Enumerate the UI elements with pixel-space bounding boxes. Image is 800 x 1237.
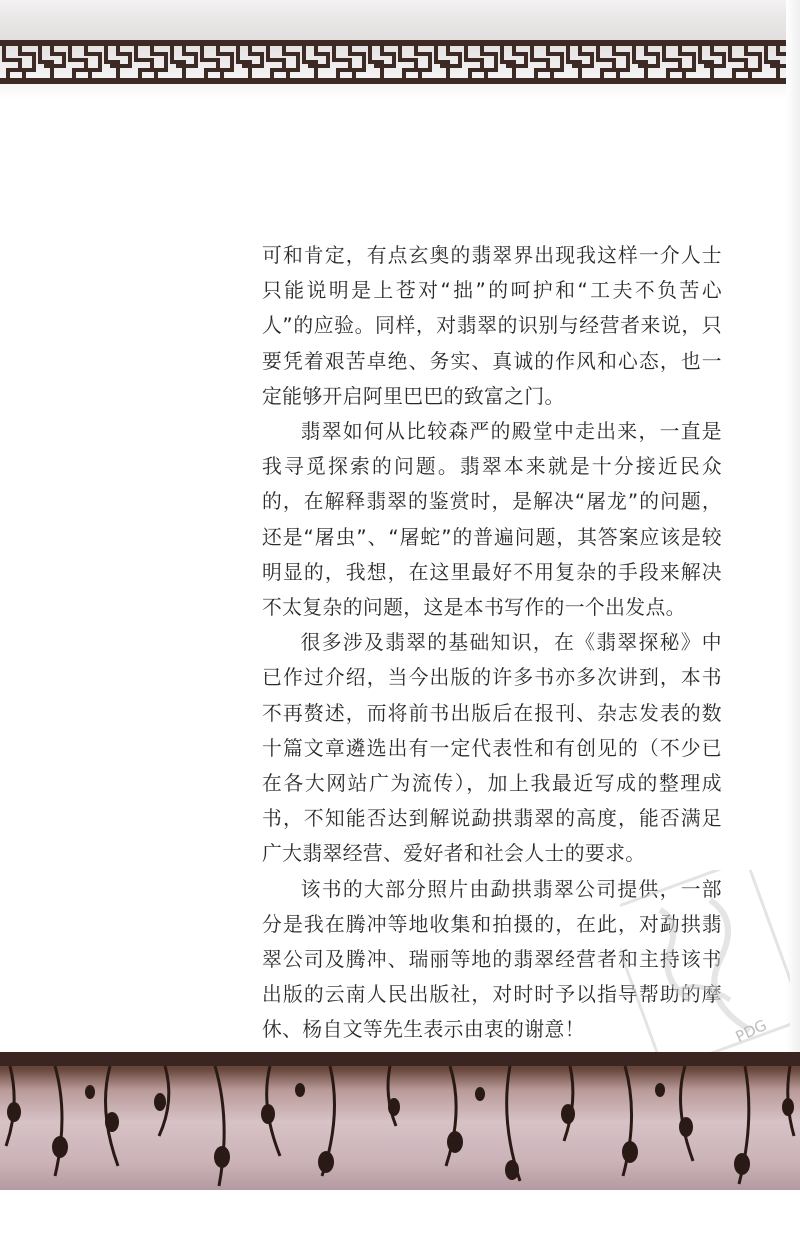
watermark-label: PDG [732,1016,770,1046]
lattice-pattern [0,40,800,90]
bottom-vine-decoration [0,1052,800,1190]
paragraph-4: 该书的大部分照片由勐拱翡翠公司提供，一部分是我在腾冲等地收集和拍摄的，在此，对勐拱翡翠公司及腾冲、瑞丽等地的翡翠经营者和主持该书出版的云南人民出版社，对时时予以指导帮助的摩休、杨自文等先生表示由衷的谢意！ [262,877,722,1042]
paragraph-1: 可和肯定，有点玄奥的翡翠界出现我这样一介人士只能说明是上苍对“拙”的呵护和“工夫不负苦心人”的应验。同样，对翡翠的识别与经营者来说，只要凭着艰苦卓绝、务实、真诚的作风和心态，也一定能够开启阿里巴巴的致富之门。 [262,244,722,408]
top-lattice-border [0,0,800,100]
vine-silhouette [0,1052,800,1190]
paragraph-2: 翡翠如何从比较森严的殿堂中走出来，一直是我寻觅探索的问题。翡翠本来就是十分接近民众的，在解释翡翠的鉴赏时，是解决“屠龙”的问题，还是“屠虫”、“屠蛇”的普遍问题，其答案应该是较明显的，我想，在这里最好不用复杂的手段来解决不太复杂的问题，这是本书写作的一个出发点。 [262,420,722,620]
bottom-margin [0,1190,800,1237]
paragraph-3: 很多涉及翡翠的基础知识，在《翡翠探秘》中已作过介绍，当今出版的许多书亦多次讲到，本书不再赘述，而将前书出版后在报刊、杂志发表的数十篇文章遴选出有一定代表性和有创见的（不少已在各大网站广为流传），加上我最近写成的整理成书，不知能否达到解说勐拱翡翠的高度，能否满足广大翡翠经营、爱好者和社会人士的要求。 [262,631,722,866]
